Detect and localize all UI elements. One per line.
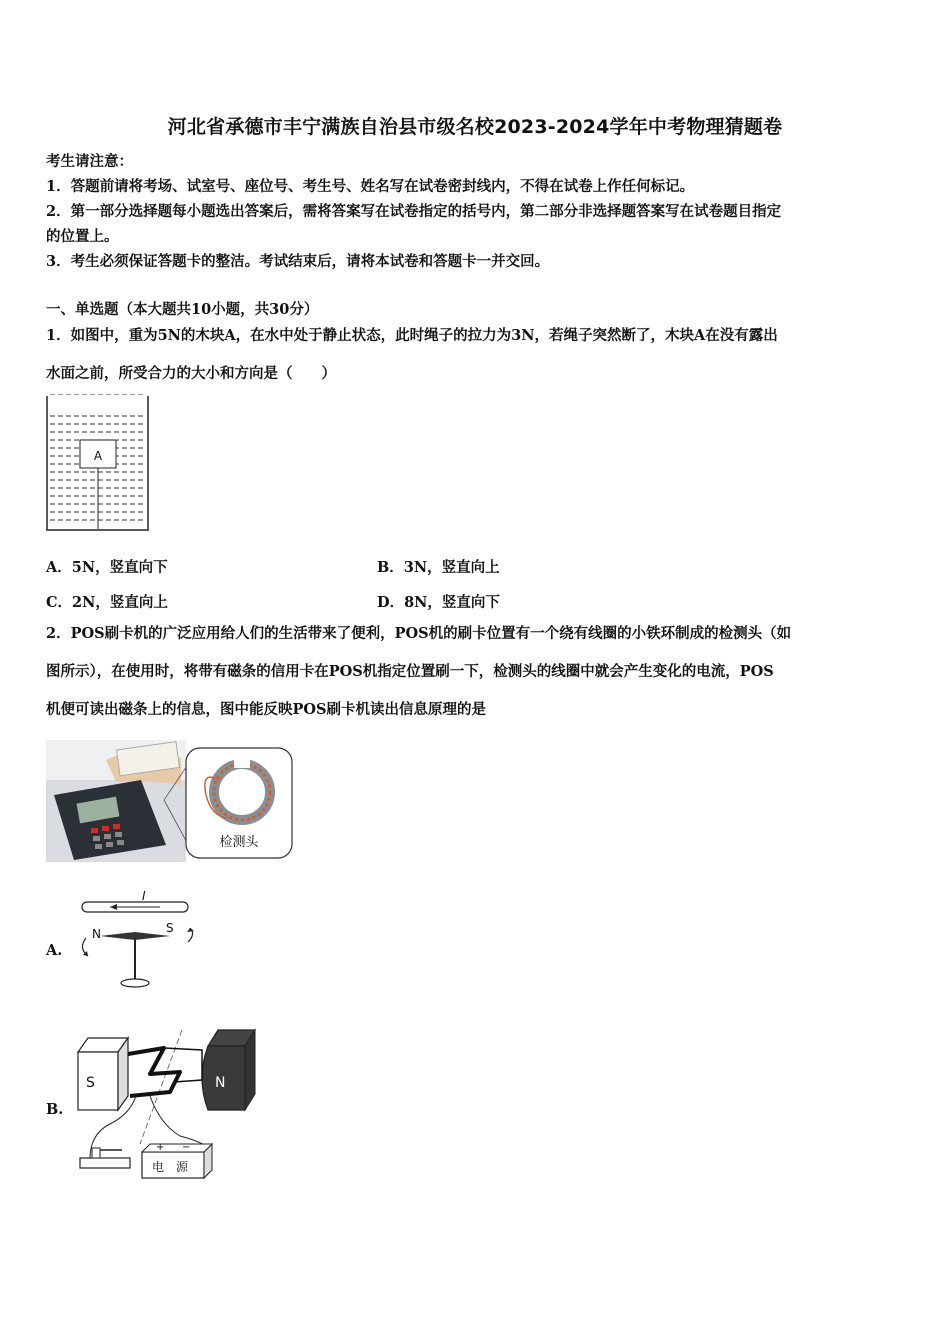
detection-head-label: 检测头	[219, 835, 259, 850]
page-title: 河北省承德市丰宁满族自治县市级名校2023-2024学年中考物理猜题卷	[167, 116, 783, 138]
south-label: S	[166, 921, 174, 935]
q1-stem-line: 水面之前，所受合力的大小和方向是（ ）	[46, 365, 336, 382]
q2-option-b-figure[interactable]	[70, 1024, 262, 1184]
notice-item: 1．答题前请将考场、试室号、座位号、考生号、姓名写在试卷密封线内，不得在试卷上作任何标记。	[46, 178, 695, 195]
q1-option-c[interactable]: C．2N，竖直向上	[46, 594, 168, 611]
coil-frame	[128, 1048, 180, 1096]
north-label: N	[92, 927, 101, 941]
current-label: I	[142, 889, 146, 903]
q1-option-d[interactable]: D．8N，竖直向下	[377, 594, 500, 611]
stand-base	[121, 979, 149, 987]
notice-heading: 考生请注意：	[46, 153, 133, 170]
power-source-label: 电 源	[152, 1160, 189, 1174]
q2-stem-line: 图所示），在使用时，将带有磁条的信用卡在POS机指定位置刷一下，检测头的线圈中就会产生变化的电流，POS	[46, 663, 774, 680]
q1-option-a[interactable]: A．5N，竖直向下	[46, 559, 168, 576]
notice-item: 3．考生必须保证答题卡的整洁。考试结束后，请将本试卷和答题卡一并交回。	[46, 253, 550, 270]
q1-beaker-figure	[44, 394, 154, 534]
block-label: A	[93, 449, 103, 463]
q2-pos-photo	[46, 740, 296, 862]
section-heading: 一、单选题（本大题共10小题，共30分）	[46, 301, 319, 318]
minus-terminal: −	[182, 1142, 191, 1153]
plus-terminal: +	[156, 1142, 165, 1153]
q2-option-b-label[interactable]: B.	[46, 1101, 64, 1118]
notice-item: 2．第一部分选择题每小题选出答案后，需将答案写在试卷指定的括号内，第二部分非选择题答案写在试卷题目指定	[46, 203, 782, 220]
q2-option-a-label[interactable]: A.	[46, 942, 63, 959]
switch-base	[80, 1158, 130, 1168]
q2-option-a-figure[interactable]	[70, 886, 210, 992]
notice-item: 的位置上。	[46, 228, 119, 245]
magnet-south-label: S	[86, 1075, 95, 1091]
south-magnet	[78, 1052, 118, 1110]
q1-stem-line: 1．如图中，重为5N的木块A，在水中处于静止状态，此时绳子的拉力为3N，若绳子突然断了，木块A在没有露出	[46, 327, 778, 344]
q2-stem-line: 机便可读出磁条上的信息，图中能反映POS刷卡机读出信息原理的是	[46, 701, 487, 718]
q2-stem-line: 2．POS刷卡机的广泛应用给人们的生活带来了便利，POS机的刷卡位置有一个绕有线圈的小铁环制成的检测头（如	[46, 625, 792, 642]
magnet-north-label: N	[215, 1075, 226, 1091]
q1-option-b[interactable]: B．3N，竖直向上	[377, 559, 500, 576]
